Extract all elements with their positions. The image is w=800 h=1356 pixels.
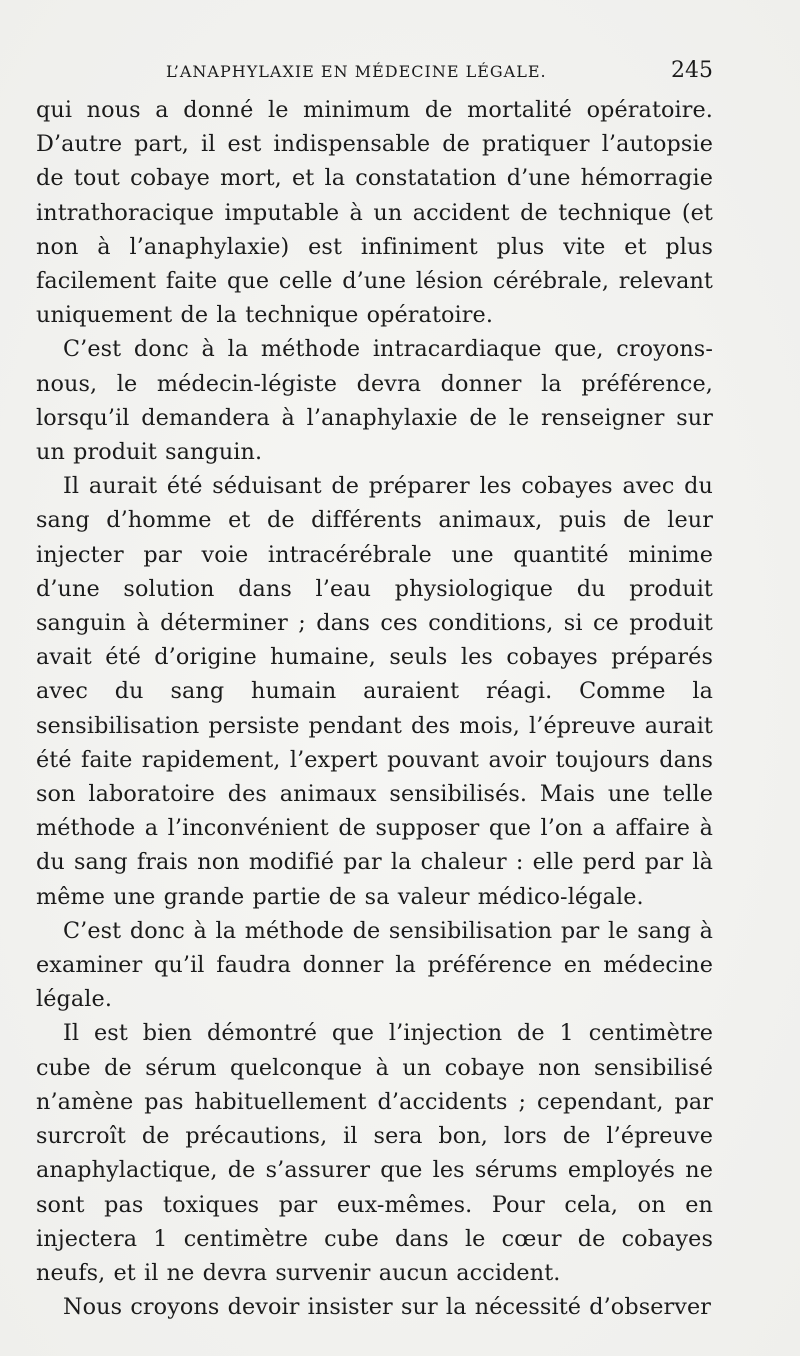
running-title: L’ANAPHYLAXIE EN MÉDECINE LÉGALE. [166,62,547,81]
body-text [36,93,713,1324]
paragraph: C’est donc à la méthode de sensibilisation par le sang à examiner qu’il faudra donner la préférence en médecine légale. [36,917,713,1013]
paragraph: C’est donc à la méthode intracardiaque que, croyons-nous, le médecin-légiste devra donner la préférence, lorsqu’il demandera à l’anaphylaxie de le renseigner sur un produit sanguin. [36,336,713,466]
running-head [36,58,713,88]
paragraph-continued: qui nous a donné le minimum de mortalité opératoire. D’autre part, il est indispensable de pratiquer l’autopsie de tout cobaye mort, et la constatation d’une hémorragie intrathoracique imputable à un accident de technique (et non à l’anaphylaxie) est infiniment plus vite et plus facilement faite que celle d’une lésion cérébrale, relevant uniquement de la technique opératoire. [36,97,713,329]
page-number: 245 [671,58,713,83]
paragraph-continues: Nous croyons devoir insister sur la nécessité d’observer [63,1294,712,1321]
paragraph: Il est bien démontré que l’injection de 1 centimètre cube de sérum quelconque à un cobaye non sensibilisé n’amène pas habituellement d’accidents ; cependant, par surcroît de précautions, il sera bon, lors de l’épreuve anaphylactique, de s’assurer que les sérums employés ne sont pas toxiques par eux-mêmes. Pour cela, on en injectera 1 centimètre cube dans le cœur de cobayes neufs, et il ne devra survenir aucun accident. [36,1020,713,1286]
paragraph: Il aurait été séduisant de préparer les cobayes avec du sang d’homme et de différents animaux, puis de leur injecter par voie intracérébrale une quantité minime d’une solution dans l’eau physiologique du produit sanguin à déterminer ; dans ces conditions, si ce produit avait été d’origine humaine, seuls les cobayes préparés avec du sang humain auraient réagi. Comme la sensibilisation persiste pendant des mois, l’épreuve aurait été faite rapidement, l’expert pouvant avoir toujours dans son laboratoire des animaux sensibilisés. Mais une telle méthode a l’inconvénient de supposer que l’on a affaire à du sang frais non modifié par la chaleur : elle perd par là même une grande partie de sa valeur médico-légale. [36,473,713,910]
